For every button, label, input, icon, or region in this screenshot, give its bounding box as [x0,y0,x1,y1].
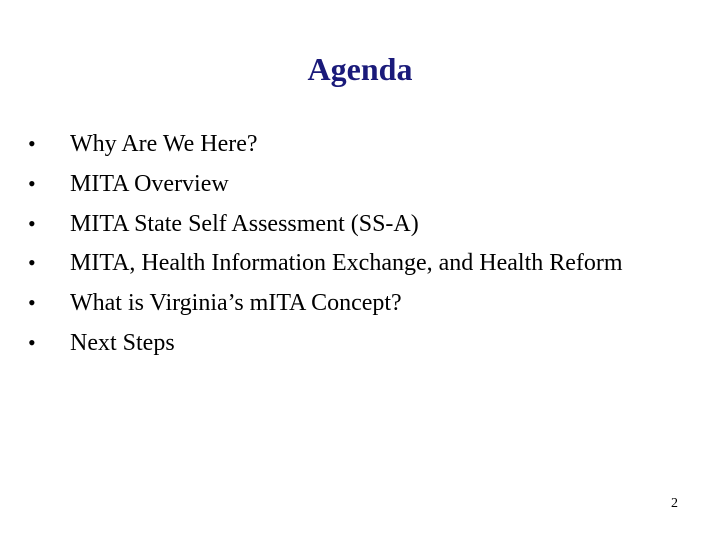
bullet-icon: • [28,250,36,275]
agenda-item-text: MITA, Health Information Exchange, and Health Reform [70,250,623,276]
agenda-item-text: MITA State Self Assessment (SS-A) [70,211,419,237]
agenda-item [28,124,688,164]
agenda-item-text: Next Steps [70,330,175,356]
agenda-list [28,124,688,363]
bullet-icon: • [28,131,36,156]
agenda-item [28,323,688,363]
slide-title: Agenda [307,51,413,87]
agenda-item [28,164,688,204]
bullet-icon: • [28,171,36,196]
agenda-item-text: What is Virginia’s mITA Concept? [70,290,402,316]
agenda-item-text: MITA Overview [70,171,229,197]
bullet-icon: • [28,211,36,236]
agenda-item [28,244,688,282]
bullet-icon: • [28,290,36,315]
agenda-item-text: Why Are We Here? [70,131,258,157]
bullet-icon: • [28,330,36,355]
agenda-item [28,283,688,323]
agenda-item [28,204,688,244]
page-number: 2 [671,496,678,511]
